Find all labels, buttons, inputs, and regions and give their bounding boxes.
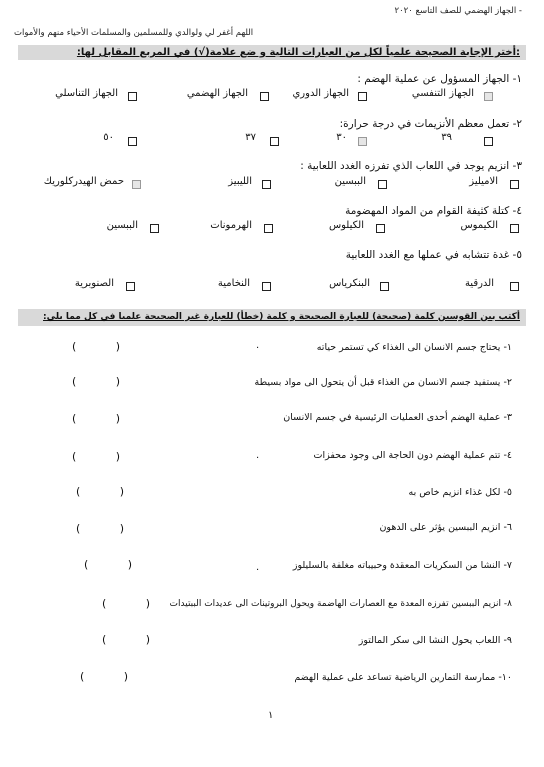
tf-item-9: ٩- اللعاب يحول النشا الى سكر المالتوز <box>358 635 512 646</box>
tf-dot-7: . <box>256 562 260 573</box>
tf-paren-2[interactable]: ( ) <box>72 375 139 388</box>
tf-paren-8[interactable]: ( ) <box>102 597 169 610</box>
q5-opt4-box[interactable] <box>126 282 135 291</box>
q2-opt2: ٣٠ <box>336 132 347 143</box>
q4-opt1-box[interactable] <box>510 224 519 233</box>
q3-opt1-box[interactable] <box>510 180 519 189</box>
q5-text: ٥- غدة تتشابه في عملها مع الغدد اللعابية <box>345 249 522 261</box>
q5-opt3-box[interactable] <box>262 282 271 291</box>
q1-opt2-box[interactable] <box>358 92 367 101</box>
q2-opt4: ٥٠ <box>103 132 114 143</box>
q2-opt2-box[interactable] <box>358 137 367 146</box>
q3-opt4: حمض الهيدركلوريك <box>43 176 124 187</box>
q2-opt1-box[interactable] <box>484 137 493 146</box>
q3-opt4-box[interactable] <box>132 180 141 189</box>
tf-paren-1[interactable]: ( ) <box>72 340 139 353</box>
q2-opt1: ٣٩ <box>441 132 452 143</box>
tf-paren-6[interactable]: ( ) <box>76 522 143 535</box>
tf-paren-9[interactable]: ( ) <box>102 633 169 646</box>
tf-dot-1: . <box>256 340 260 351</box>
q1-opt2: الجهاز الدوري <box>292 88 349 99</box>
q4-opt1: الكيموس <box>460 220 498 231</box>
q1-opt4-box[interactable] <box>128 92 137 101</box>
section2-title: أكتب بين القوسين كلمة (صحيحة) للعبارة الصحيحة و كلمة (خطأ) للعبارة غير الصحيحة علميا في كل مما يلي: <box>18 309 526 326</box>
q4-text: ٤- كتلة كثيفة القوام من المواد المهضومة <box>345 205 522 217</box>
tf-item-4: ٤- تتم عملية الهضم دون الحاجة الى وجود محفزات <box>313 450 512 461</box>
header-title: - الجهاز الهضمي للصف التاسع ٢٠٢٠ <box>394 6 522 16</box>
q5-opt2: البنكرياس <box>329 278 370 289</box>
tf-item-2: ٢- يستفيد جسم الانسان من الغذاء قبل أن يتحول الى مواد بسيطة <box>254 377 512 388</box>
header-dua: اللهم أغفر لي ولوالدي وللمسلمين والمسلمات الأحياء منهم والأموات <box>14 28 254 38</box>
tf-paren-10[interactable]: ( ) <box>80 670 147 683</box>
q2-opt3-box[interactable] <box>270 137 279 146</box>
tf-item-10: ١٠- ممارسة التمارين الرياضية تساعد على عملية الهضم <box>294 672 512 683</box>
q4-opt3-box[interactable] <box>264 224 273 233</box>
q4-opt3: الهرمونات <box>210 220 252 231</box>
q2-opt4-box[interactable] <box>128 137 137 146</box>
q4-opt4: الببسين <box>106 220 138 231</box>
q2-opt3: ٣٧ <box>245 132 256 143</box>
q1-opt1-box[interactable] <box>484 92 493 101</box>
q5-opt2-box[interactable] <box>380 282 389 291</box>
q1-opt3: الجهاز الهضمي <box>186 88 248 99</box>
q4-opt2: الكيلوس <box>328 220 364 231</box>
q5-opt1-box[interactable] <box>510 282 519 291</box>
tf-item-7: ٧- النشا من السكريات المعقدة وحبيباته مغلفة بالسليلوز <box>292 560 512 571</box>
q3-opt3: الليبيز <box>228 176 252 187</box>
q5-opt1: الدرقية <box>464 278 494 289</box>
q3-opt1: الاميليز <box>469 176 498 187</box>
tf-dot-4: . <box>256 450 260 461</box>
tf-paren-3[interactable]: ( ) <box>72 412 139 425</box>
q3-text: ٣- انزيم يوجد في اللعاب الذي تفرزه الغدد اللعابية : <box>300 160 522 172</box>
tf-item-8: ٨- انزيم الببسين تفرزه المعدة مع العصارات الهاضمة ويحول البروتينات الى عديدات الببتيدات <box>169 599 512 609</box>
q1-opt3-box[interactable] <box>260 92 269 101</box>
tf-item-1: ١- يحتاج جسم الانسان الى الغذاء كي تستمر حياته <box>316 342 512 353</box>
tf-item-3: ٣- عملية الهضم أحدى العمليات الرئيسية في جسم الانسان <box>283 412 512 423</box>
tf-paren-5[interactable]: ( ) <box>76 485 143 498</box>
q2-text: ٢- تعمل معظم الأنزيمات في درجة حرارة: <box>339 118 522 130</box>
q5-opt4: الصنوبرية <box>74 278 114 289</box>
tf-paren-4[interactable]: ( ) <box>72 450 139 463</box>
tf-paren-7[interactable]: ( ) <box>84 558 151 571</box>
q5-opt3: النخامية <box>217 278 250 289</box>
q3-opt2: الببسين <box>334 176 366 187</box>
q4-opt2-box[interactable] <box>376 224 385 233</box>
tf-item-5: ٥- لكل غذاء انزيم خاص به <box>408 487 512 498</box>
tf-item-6: ٦- انزيم الببسين يؤثر على الدهون <box>379 522 512 533</box>
q4-opt4-box[interactable] <box>150 224 159 233</box>
q1-text: ١- الجهاز المسؤول عن عملية الهضم : <box>357 73 522 85</box>
page-number: ١ <box>268 710 274 721</box>
q1-opt4: الجهاز التناسلي <box>55 88 118 99</box>
q3-opt2-box[interactable] <box>378 180 387 189</box>
q1-opt1: الجهاز التنفسي <box>411 88 474 99</box>
q3-opt3-box[interactable] <box>262 180 271 189</box>
section1-title: :أختر الإجابة الصحيحة علمياً لكل من العبارات التالية و ضع علامة(√) في المربع المقابل لها: <box>18 45 526 60</box>
